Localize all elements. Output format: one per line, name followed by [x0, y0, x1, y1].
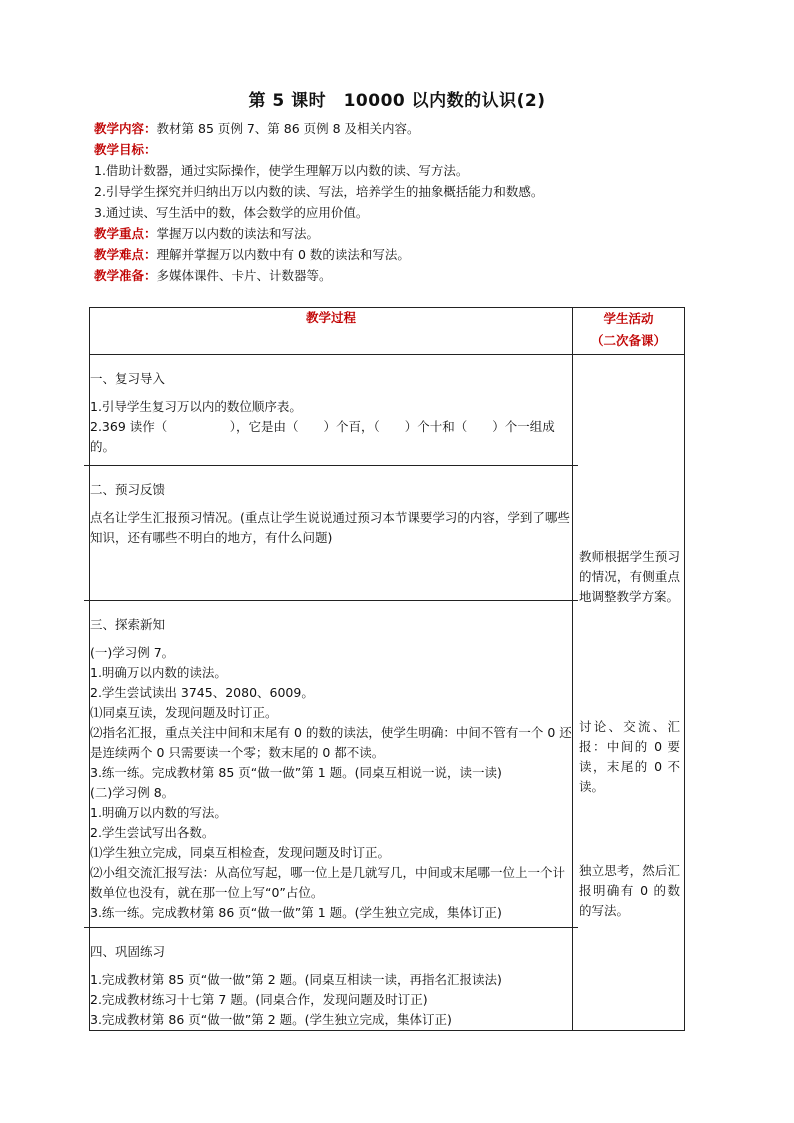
lesson-meta — [94, 118, 694, 286]
explore-line: ⑴学生独立完成，同桌互相检查，发现问题及时订正。 — [90, 845, 391, 860]
explore-line: ⑵指名汇报，重点关注中间和末尾有 0 的数的读法，使学生明确：中间不管有一个 0 还是连续两个 0 只需要读一个零；数末尾的 0 都不读。 — [90, 725, 572, 760]
explore-line: 2.学生尝试读出 3745、2080、6009。 — [90, 685, 314, 700]
explore-line: ⑴同桌互读，发现问题及时订正。 — [90, 705, 278, 720]
page-title: 第 5 课时 10000 以内数的认识(2) — [248, 91, 546, 111]
section-preview-title: 二、预习反馈 — [90, 482, 166, 497]
section-practice-title: 四、巩固练习 — [90, 944, 166, 959]
header-student-activity: 学生活动 （二次备课） — [573, 308, 685, 355]
meta-objective-1: 1.借助计数器，通过实际操作，使学生理解万以内数的读、写方法。 — [94, 163, 469, 178]
student-activity-cell — [573, 355, 685, 1031]
explore-line: 2.学生尝试写出各数。 — [90, 825, 215, 840]
table-header-row — [90, 308, 685, 355]
explore-line: (二)学习例 8。 — [90, 785, 175, 800]
meta-preparation: 教学准备：多媒体课件、卡片、计数器等。 — [94, 268, 332, 283]
section-explore-title: 三、探索新知 — [90, 617, 166, 632]
explore-line: 3.练一练。完成教材第 85 页“做一做”第 1 题。(同桌互相说一说，读一读) — [90, 765, 502, 780]
meta-objective-3: 3.通过读、写生活中的数，体会数学的应用价值。 — [94, 205, 369, 220]
side-note-preview: 教师根据学生预习的情况，有侧重点地调整教学方案。 — [579, 549, 680, 604]
meta-objectives: 教学目标： — [94, 142, 157, 157]
explore-line: ⑵小组交流汇报写法：从高位写起，哪一位上是几就写几，中间或末尾哪一位上一个计数单位也没有，就在那一位上写“0”占位。 — [90, 865, 566, 900]
practice-line: 1.完成教材第 85 页“做一做”第 2 题。(同桌互相读一读，再指名汇报读法) — [90, 972, 502, 987]
meta-objective-2: 2.引导学生探究并归纳出万以内数的读、写法，培养学生的抽象概括能力和数感。 — [94, 184, 544, 199]
section-review-line: 1.引导学生复习万以内的数位顺序表。 — [90, 399, 302, 414]
meta-difficulty: 教学难点：理解并掌握万以内数中有 0 数的读法和写法。 — [94, 247, 410, 262]
process-cell — [90, 355, 573, 1031]
meta-content: 教学内容：教材第 85 页例 7、第 86 页例 8 及相关内容。 — [94, 121, 420, 136]
side-note-writing: 独立思考，然后汇报明确有 0 的数的写法。 — [579, 863, 680, 918]
lesson-table — [89, 307, 685, 1031]
table-body-row — [90, 355, 685, 1031]
section-review-line: 2.369 读作（ ），它是由（ ）个百，（ ）个十和（ ）个一组成的。 — [90, 419, 555, 454]
header-teaching-process: 教学过程 — [90, 308, 573, 355]
explore-line: 3.练一练。完成教材第 86 页“做一做”第 1 题。(学生独立完成，集体订正) — [90, 905, 502, 920]
explore-line: (一)学习例 7。 — [90, 645, 175, 660]
side-note-reading: 讨论、交流、汇报：中间的 0 要读，末尾的 0 不读。 — [579, 719, 680, 794]
practice-line: 2.完成教材练习十七第 7 题。(同桌合作，发现问题及时订正) — [90, 992, 428, 1007]
practice-line: 3.完成教材第 86 页“做一做”第 2 题。(学生独立完成，集体订正) — [90, 1012, 452, 1027]
section-preview-line: 点名让学生汇报预习情况。(重点让学生说说通过预习本节课要学习的内容，学到了哪些知识，还有哪些不明白的地方，有什么问题) — [90, 510, 570, 545]
explore-line: 1.明确万以内数的写法。 — [90, 805, 227, 820]
meta-key-point: 教学重点：掌握万以内数的读法和写法。 — [94, 226, 320, 241]
explore-line: 1.明确万以内数的读法。 — [90, 665, 227, 680]
section-review-title: 一、复习导入 — [90, 371, 166, 386]
